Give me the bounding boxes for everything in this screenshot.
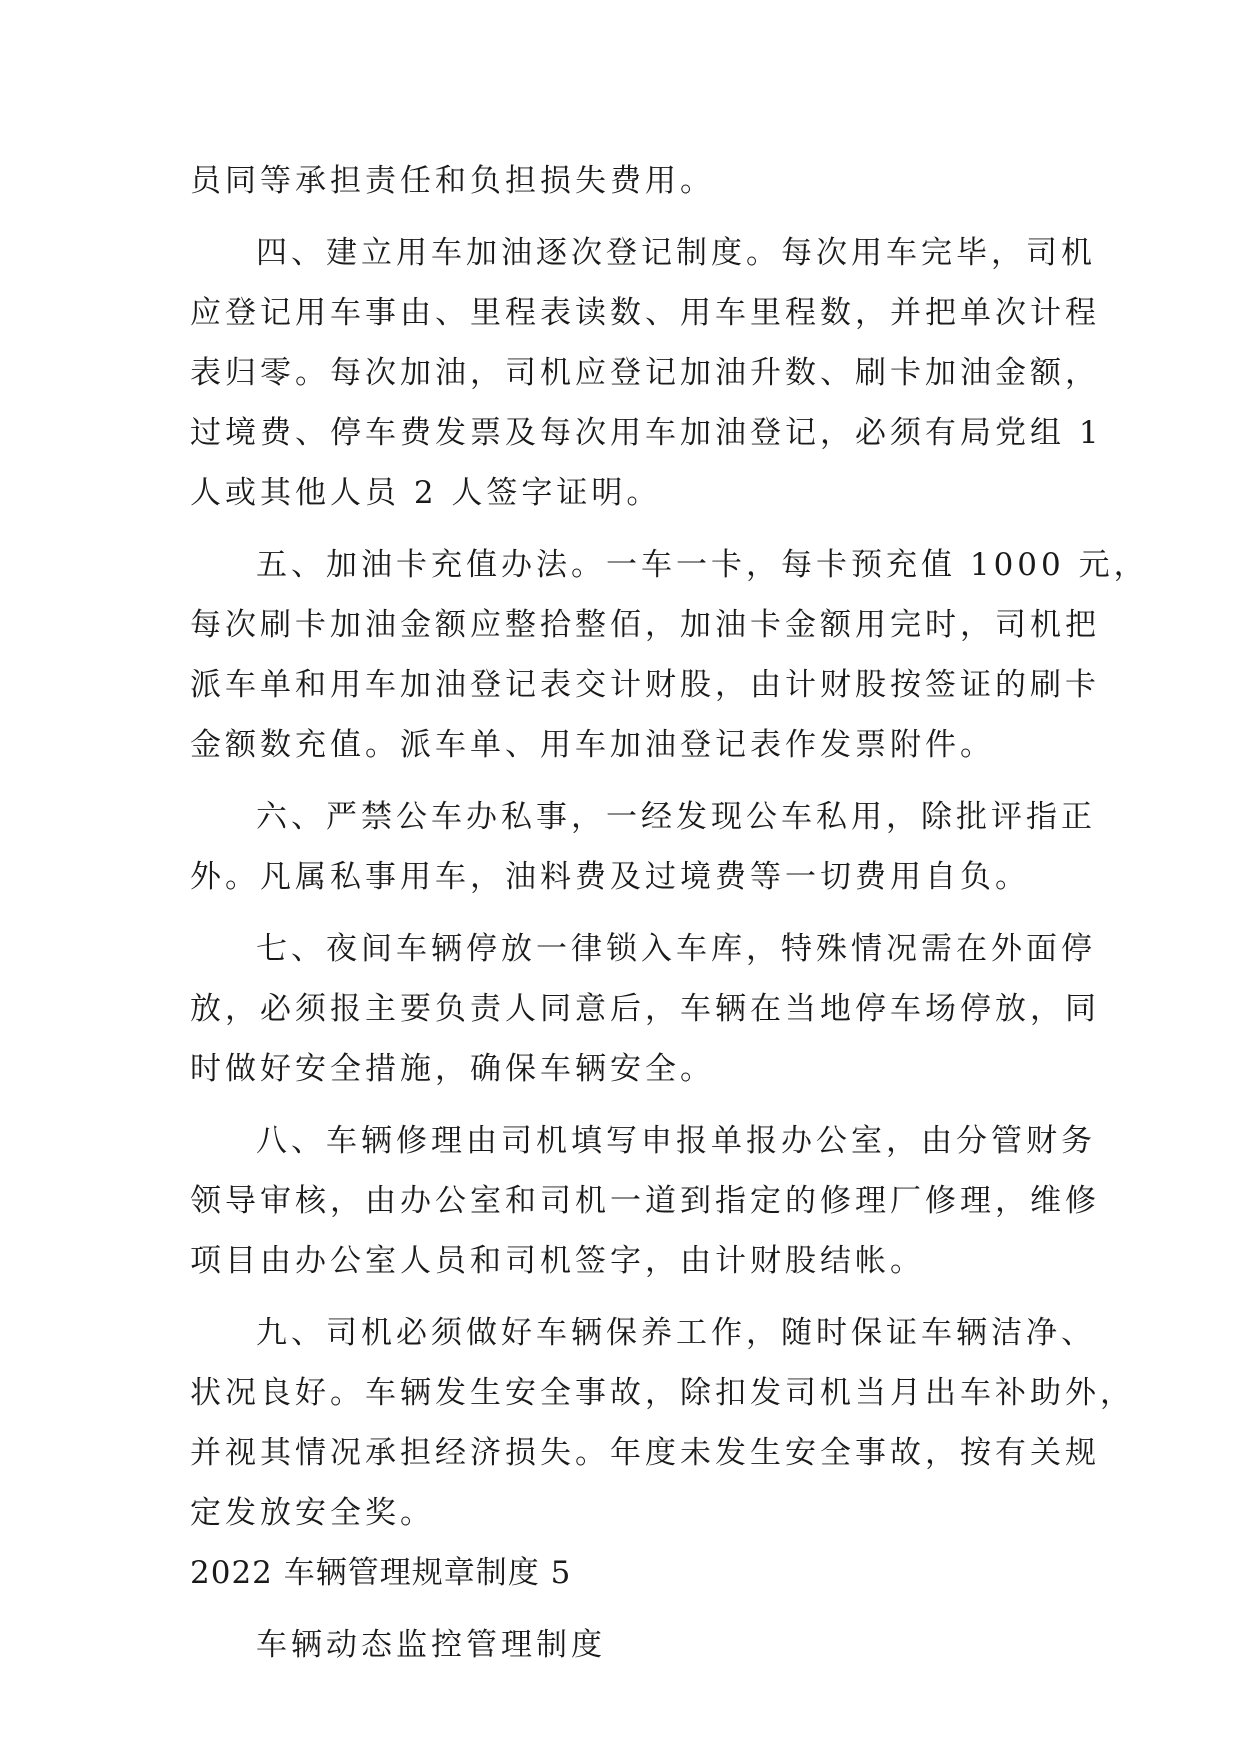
paragraph-line: 五、加油卡充值办法。一车一卡，每卡预充值 1000 元， — [256, 547, 1149, 583]
paragraph-line: 九、司机必须做好车辆保养工作，随时保证车辆洁净、 — [256, 1315, 1096, 1351]
document-body — [190, 151, 1149, 1675]
paragraph-line: 每次刷卡加油金额应整拾整佰，加油卡金额用完时，司机把 — [190, 607, 1100, 643]
subsection-title: 车辆动态监控管理制度 — [256, 1627, 606, 1663]
paragraph-line: 金额数充值。派车单、用车加油登记表作发票附件。 — [190, 727, 995, 763]
paragraph-line: 时做好安全措施，确保车辆安全。 — [190, 1051, 715, 1087]
paragraph-line: 状况良好。车辆发生安全事故，除扣发司机当月出车补助外， — [190, 1375, 1135, 1411]
paragraph-line: 项目由办公室人员和司机签字，由计财股结帐。 — [190, 1243, 925, 1279]
paragraph-line: 并视其情况承担经济损失。年度未发生安全事故，按有关规 — [190, 1435, 1100, 1471]
paragraph-line: 人或其他人员 2 人签字证明。 — [190, 475, 662, 511]
paragraph-line: 七、夜间车辆停放一律锁入车库，特殊情况需在外面停 — [256, 931, 1096, 967]
paragraph-line: 八、车辆修理由司机填写申报单报办公室，由分管财务 — [256, 1123, 1096, 1159]
section-heading: 2022 车辆管理规章制度 5 — [190, 1555, 572, 1591]
paragraph-line: 领导审核，由办公室和司机一道到指定的修理厂修理，维修 — [190, 1183, 1100, 1219]
paragraph-line: 四、建立用车加油逐次登记制度。每次用车完毕，司机 — [256, 235, 1096, 271]
paragraph-line: 派车单和用车加油登记表交计财股，由计财股按签证的刷卡 — [190, 667, 1100, 703]
paragraph-line: 过境费、停车费发票及每次用车加油登记，必须有局党组 1 — [190, 415, 1103, 451]
paragraph-line: 应登记用车事由、里程表读数、用车里程数，并把单次计程 — [190, 295, 1100, 331]
paragraph-line: 表归零。每次加油，司机应登记加油升数、刷卡加油金额， — [190, 355, 1100, 391]
paragraph-line: 外。凡属私事用车，油料费及过境费等一切费用自负。 — [190, 859, 1030, 895]
paragraph-line: 放，必须报主要负责人同意后，车辆在当地停车场停放，同 — [190, 991, 1100, 1027]
paragraph-line: 六、严禁公车办私事，一经发现公车私用，除批评指正 — [256, 799, 1096, 835]
paragraph-line: 员同等承担责任和负担损失费用。 — [190, 163, 715, 199]
paragraph-line: 定发放安全奖。 — [190, 1495, 435, 1531]
